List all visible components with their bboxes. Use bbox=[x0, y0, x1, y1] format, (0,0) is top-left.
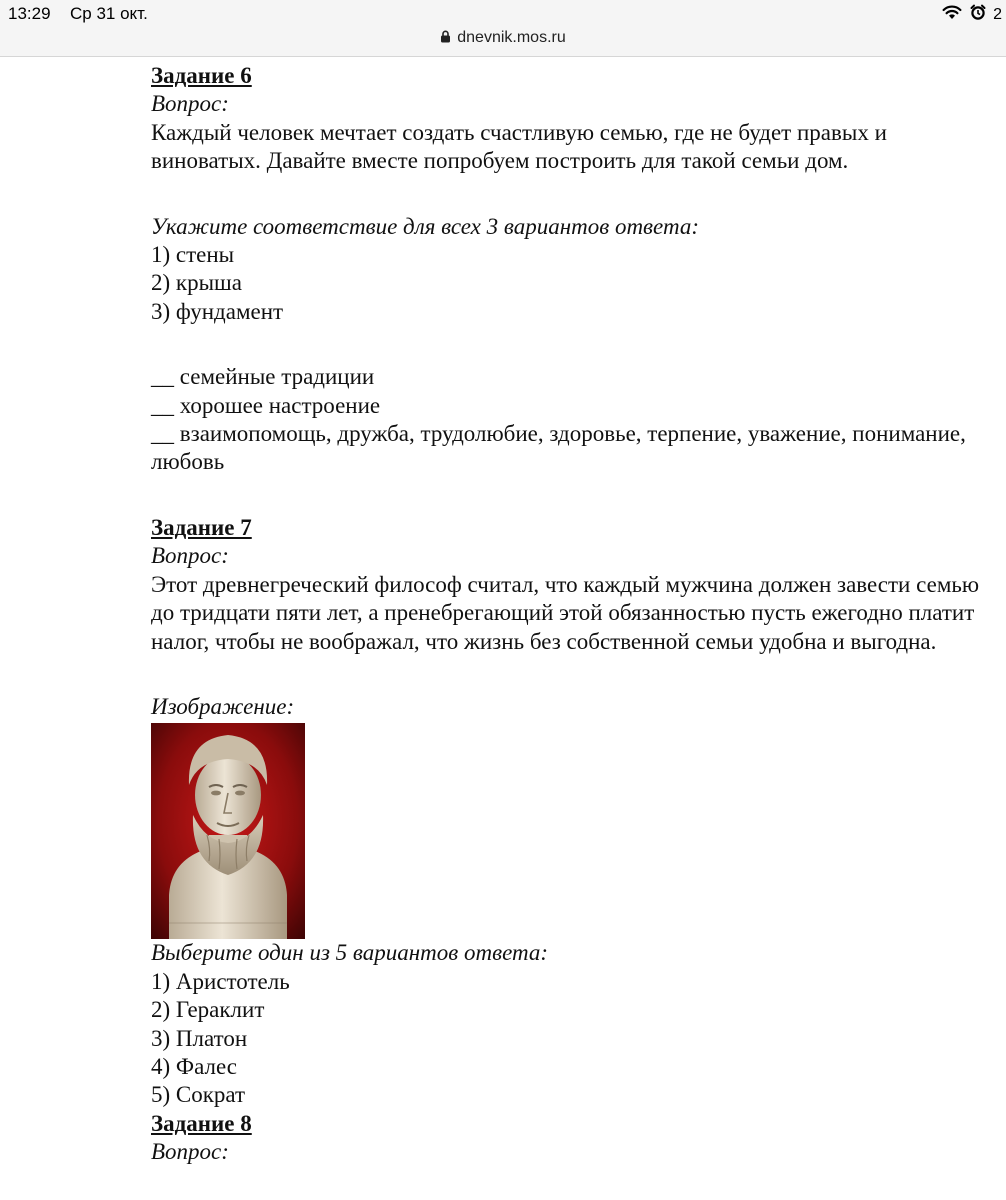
answer-option: 2) крыша bbox=[151, 270, 242, 296]
question-label: Вопрос: bbox=[151, 543, 229, 569]
battery-text: 2 bbox=[993, 5, 1002, 23]
url-text: dnevnik.mos.ru bbox=[457, 29, 566, 46]
answer-option: 3) фундамент bbox=[151, 298, 284, 324]
task-7 bbox=[151, 514, 981, 1110]
wifi-icon bbox=[942, 5, 962, 25]
status-icons bbox=[939, 4, 1002, 25]
match-item: __ хорошее настроение bbox=[151, 392, 381, 418]
task-document bbox=[151, 62, 981, 1167]
image-label: Изображение: bbox=[151, 693, 295, 719]
task-6 bbox=[151, 62, 981, 477]
philosopher-bust-image bbox=[151, 723, 305, 939]
instruction-text: Укажите соответствие для всех 3 вариантов ответа: bbox=[151, 213, 699, 239]
task-title: Задание 7 bbox=[151, 514, 252, 540]
question-label: Вопрос: bbox=[151, 91, 229, 117]
task-8 bbox=[151, 1110, 981, 1167]
instruction-text: Выберите один из 5 вариантов ответа: bbox=[151, 940, 549, 966]
answer-option: 1) стены bbox=[151, 242, 235, 268]
task-title: Задание 6 bbox=[151, 63, 252, 88]
status-time: 13:29 bbox=[8, 4, 51, 23]
task-title: Задание 8 bbox=[151, 1110, 252, 1136]
match-item: __ семейные традиции bbox=[151, 364, 375, 390]
answer-option: 3) Платон bbox=[151, 1025, 248, 1051]
answer-option: 4) Фалес bbox=[151, 1053, 237, 1079]
alarm-icon bbox=[970, 4, 986, 25]
lock-icon bbox=[440, 30, 451, 48]
browser-status-bar bbox=[0, 0, 1006, 57]
answer-option: 2) Гераклит bbox=[151, 997, 265, 1023]
match-item: __ взаимопомощь, дружба, трудолюбие, здоровье, терпение, уважение, понимание, любовь bbox=[151, 421, 966, 475]
question-text: Каждый человек мечтает создать счастливую семью, где не будет правых и виноватых. Давайте вместе попробуем построить для такой семьи дом. bbox=[151, 119, 887, 174]
question-text: Этот древнегреческий философ считал, что каждый мужчина должен завести семью до тридцати пяти лет, а пренебрегающий этой обязанностью пусть ежегодно платит налог, чтобы не воображал, что жизнь без собственной семьи удобна и выгодна. bbox=[151, 571, 980, 654]
answer-option: 5) Сократ bbox=[151, 1082, 246, 1108]
status-date: Ср 31 окт. bbox=[70, 4, 148, 23]
question-label: Вопрос: bbox=[151, 1139, 229, 1165]
answer-option: 1) Аристотель bbox=[151, 968, 290, 994]
address-bar[interactable] bbox=[0, 29, 1006, 48]
